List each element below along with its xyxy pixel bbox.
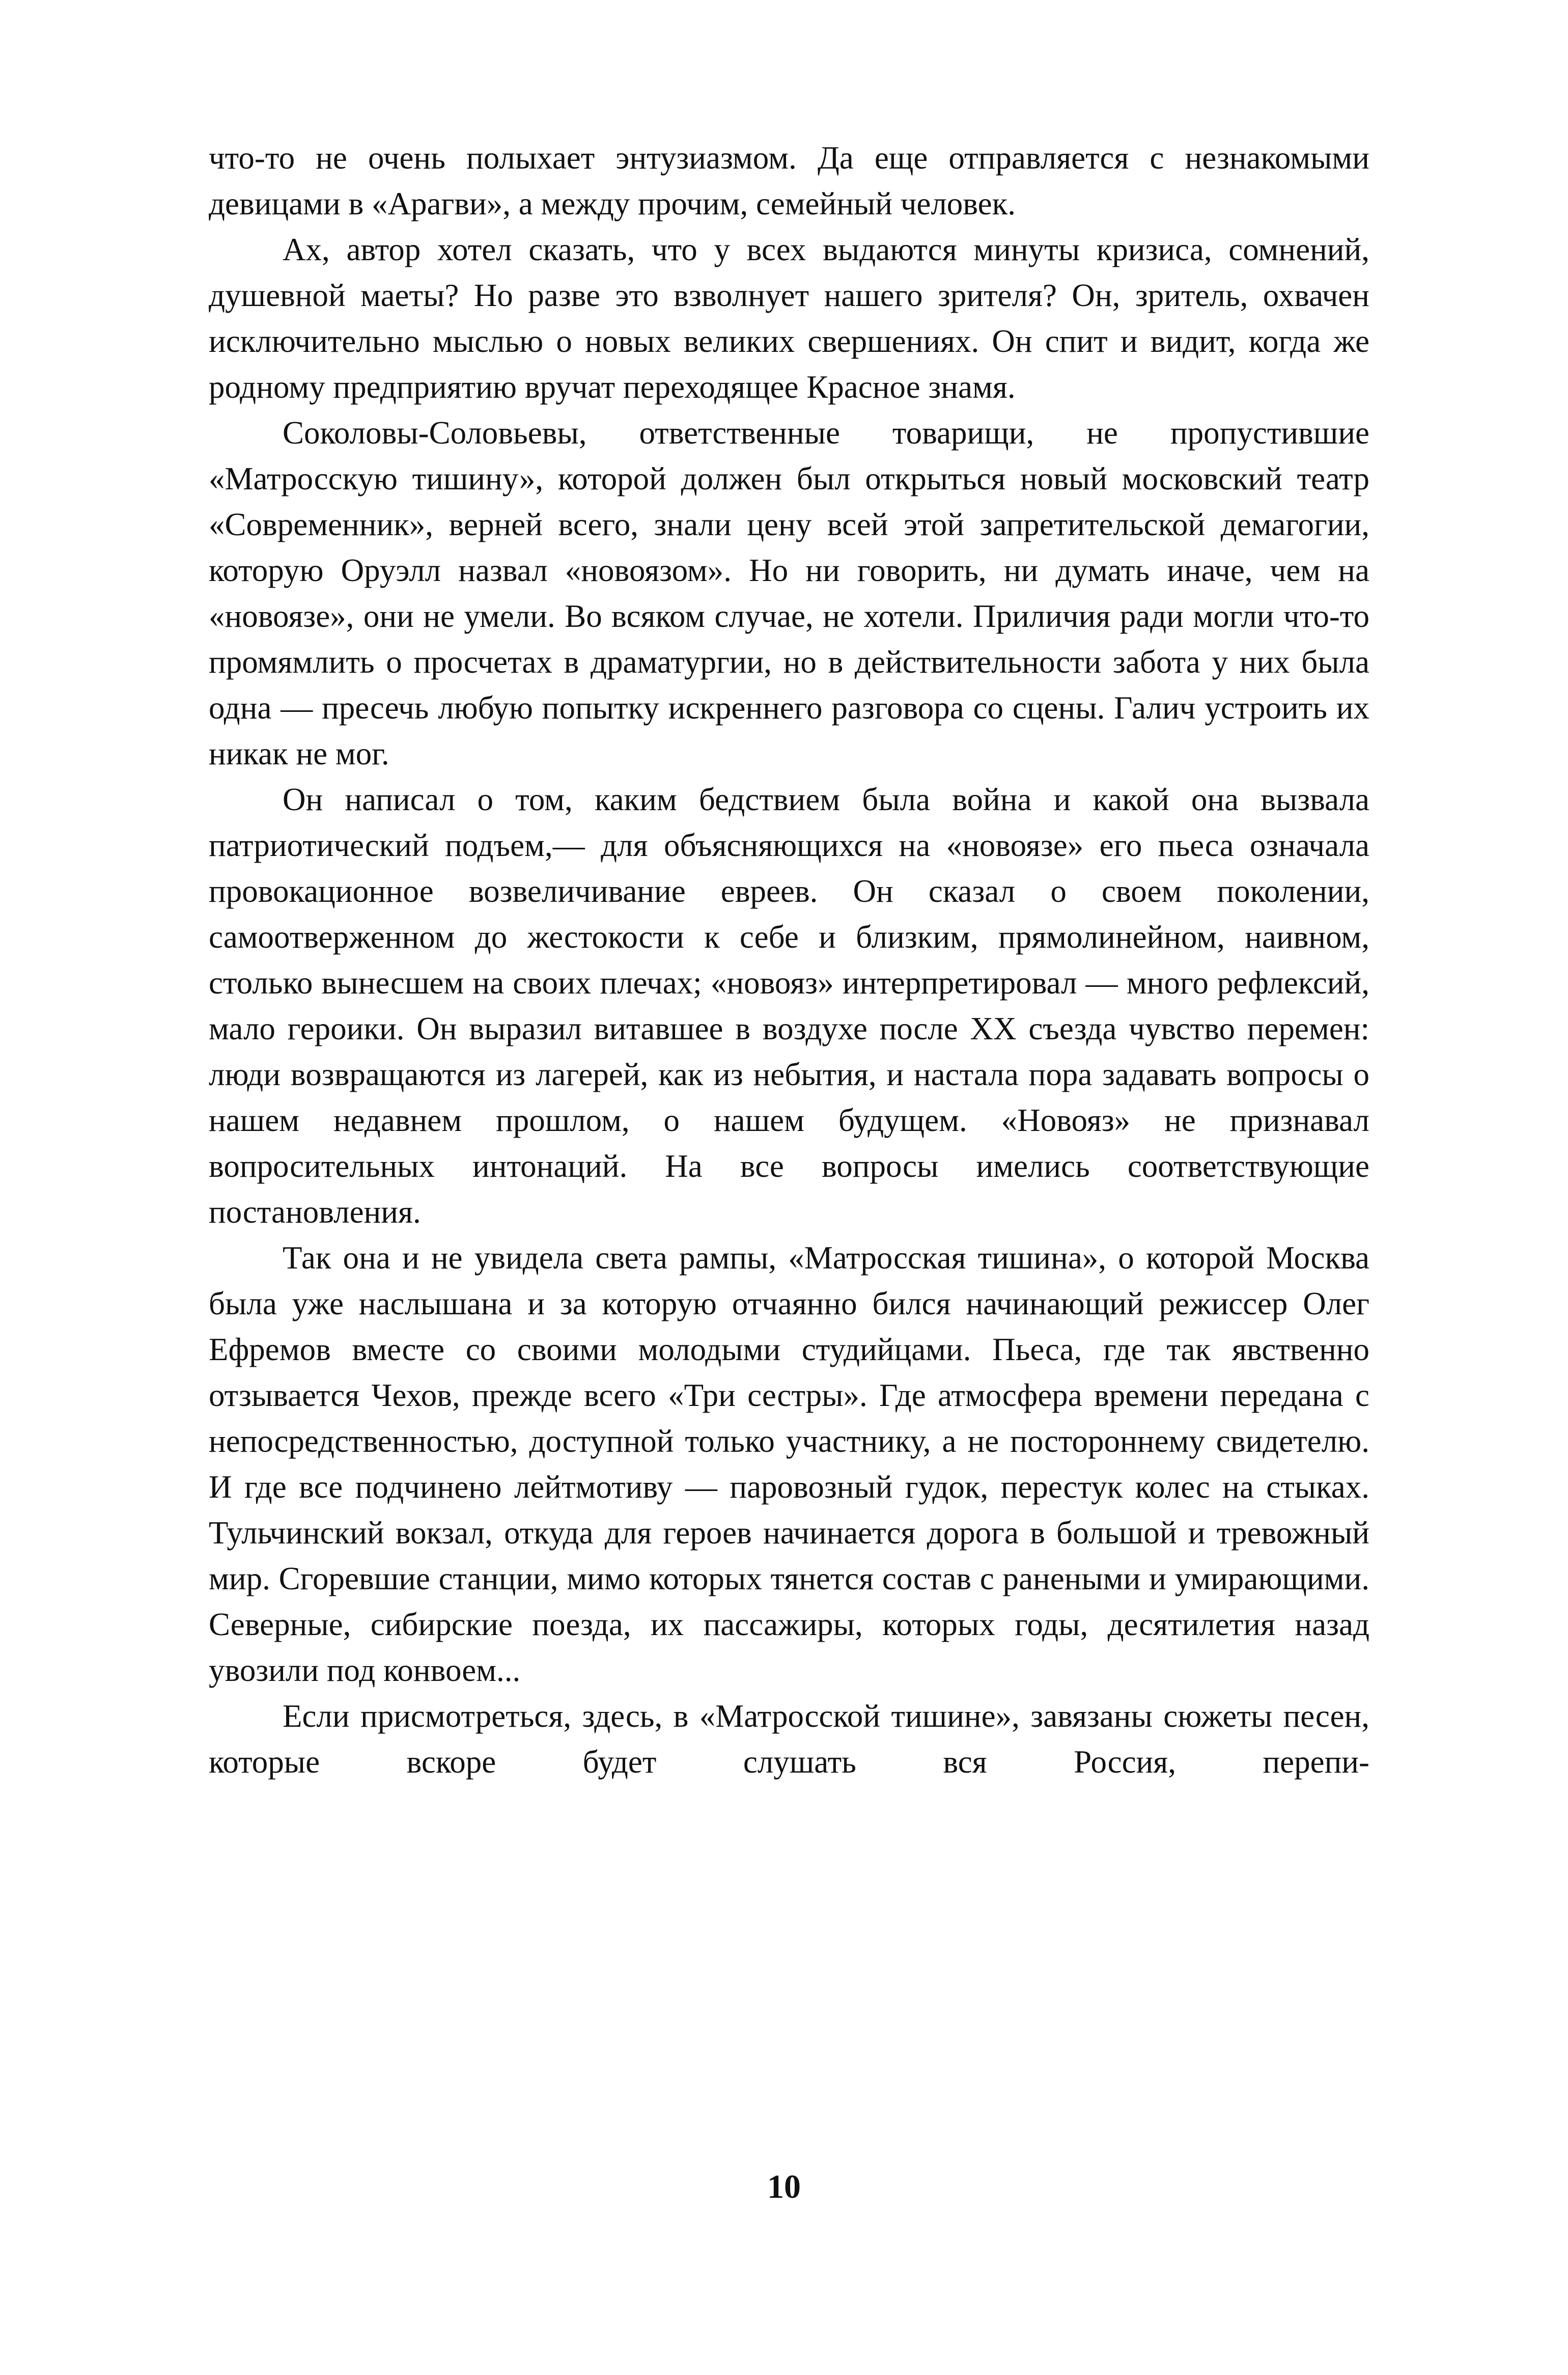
paragraph-6: Если присмотреться, здесь, в «Матросской тишине», завязаны сюжеты песен, которые вскоре будет слушать вся Россия, перепи- (209, 1698, 1369, 1780)
paragraph-1: что-то не очень полыхает энтузиазмом. Да еще отправляется с незнакомыми девицами в «Арагви», а между прочим, семейный человек. (209, 140, 1369, 222)
paragraph-5: Так она и не увидела света рампы, «Матросская тишина», о которой Москва была уже наслышана и за которую отчаянно бился начинающий режиссер Олег Ефремов вместе со своими молодыми студийцами. Пьеса, где так явственно отзывается Чехов, прежде всего «Три сестры». Где атмосфера времени передана с непосредственностью, доступной только участнику, а не постороннему свидетелю. И где все подчинено лейтмотиву — паровозный гудок, перестук колес на стыках. Тульчинский вокзал, откуда для героев начинается дорога в большой и тревожный мир. Сгоревшие станции, мимо которых тянется состав с ранеными и умирающими. Северные, сибирские поезда, их пассажиры, которых годы, десятилетия назад увозили под конвоем... (209, 1240, 1369, 1688)
paragraph-2: Ах, автор хотел сказать, что у всех выдаются минуты кризиса, сомнений, душевной маеты? Но разве это взволнует нашего зрителя? Он, зритель, охвачен исключительно мыслью о новых великих свершениях. Он спит и видит, когда же родному предприятию вручат переходящее Красное знамя. (209, 232, 1369, 405)
page-number: 10 (767, 2168, 801, 2205)
paragraph-3: Соколовы-Соловьевы, ответственные товарищи, не пропустившие «Матросскую тишину», которой должен был открыться новый московский театр «Современник», верней всего, знали цену всей этой запретительской демагогии, которую Оруэлл назвал «новоязом». Но ни говорить, ни думать иначе, чем на «новоязе», они не умели. Во всяком случае, не хотели. Приличия ради могли что-то промямлить о просчетах в драматургии, но в действительности забота у них была одна — пресечь любую попытку искреннего разговора со сцены. Галич устроить их никак не мог. (209, 415, 1369, 771)
paragraph-4: Он написал о том, каким бедствием была война и какой она вызвала патриотический подъем,— для объясняющихся на «новоязе» его пьеса означала провокационное возвеличивание евреев. Он сказал о своем поколении, самоотверженном до жестокости к себе и близким, прямолинейном, наивном, столько вынесшем на своих плечах; «новояз» интерпретировал — много рефлексий, мало героики. Он выразил витавшее в воздухе после XX съезда чувство перемен: люди возвращаются из лагерей, как из небытия, и настала пора задавать вопросы о нашем недавнем прошлом, о нашем будущем. «Новояз» не признавал вопросительных интонаций. На все вопросы имелись соответствующие постановления. (209, 782, 1369, 1230)
body-text (209, 135, 1369, 1785)
